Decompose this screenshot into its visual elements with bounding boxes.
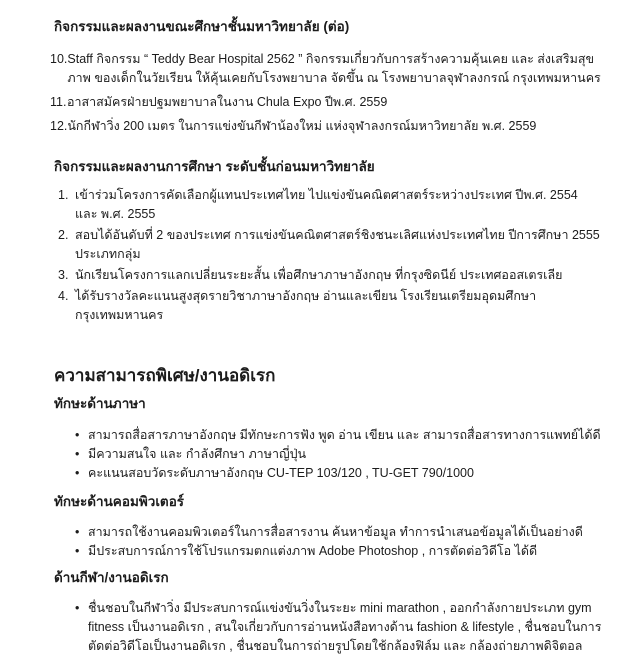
bullet-icon: • [75, 428, 80, 442]
list-item [75, 464, 602, 483]
list-item [75, 542, 602, 561]
list-item [75, 523, 602, 542]
bullet-list [75, 523, 602, 561]
list-item [75, 599, 602, 656]
list-item [50, 50, 602, 88]
item-text: Staff กิจกรรม “ Teddy Bear Hospital 2562 ” กิจกรรมเกี่ยวกับการสร้างความคุ้นเคย และ ส่งเสริมสุขภาพ ของเด็กในวัยเรียน ให้คุ้นเคยกับโรงพยาบาล จัดขึ้น ณ โรงพยาบาลจุฬาลงกรณ์ กรุงเทพมหานคร [67, 52, 601, 85]
item-text: สามารถใช้งานคอมพิวเตอร์ในการสื่อสารงาน ค้นหาข้อมูล ทำการนำเสนอข้อมูลได้เป็นอย่างดี [88, 525, 583, 539]
list-item [75, 445, 602, 464]
item-text: ชื่นชอบในกีฬาวิ่ง มีประสบการณ์แข่งขันวิ่งในระยะ mini marathon , ออกกำลังกายประเภท gym fitness เป็นงานอดิเรก , สนใจเกี่ยวกับการอ่านหนังสือทางด้าน fashion & lifestyle , ชื่นชอบในการตัดต่อวิดีโอเป็นงานอดิเรก , ชื่นชอบในการถ่ายรูปโดยใช้กล้องฟิล์ม และ กล้องถ่ายภาพดิจิตอล [88, 601, 602, 653]
list-item [58, 226, 602, 264]
item-text: สอบได้อันดับที่ 2 ของประเทศ การแข่งขันคณิตศาสตร์ชิงชนะเลิศแห่งประเทศไทย ปีการศึกษา 2555 ประเภทกลุ่ม [75, 228, 600, 261]
numbered-list [58, 186, 602, 325]
bullet-list [75, 599, 602, 656]
item-text: คะแนนสอบวัดระดับภาษาอังกฤษ CU-TEP 103/120 , TU-GET 790/1000 [88, 466, 474, 480]
numbered-list [50, 50, 602, 136]
item-number: 2. [58, 228, 69, 242]
item-text: นักกีฬาวิ่ง 200 เมตร ในการแข่งขันกีฬาน้องใหม่ แห่งจุฬาลงกรณ์มหาวิทยาลัย พ.ศ. 2559 [67, 119, 537, 133]
section-special-abilities [50, 365, 602, 656]
item-text: มีประสบการณ์การใช้โปรแกรมตกแต่งภาพ Adobe Photoshop , การตัดต่อวิดีโอ ได้ดี [88, 544, 538, 558]
page-title: ความสามารถพิเศษ/งานอดิเรก [54, 366, 276, 385]
list-item [58, 266, 602, 285]
section-preuniversity-activities [50, 158, 602, 325]
section-heading: กิจกรรมและผลงานการศึกษา ระดับชั้นก่อนมหาวิทยาลัย [54, 159, 375, 174]
item-text: นักเรียนโครงการแลกเปลี่ยนระยะสั้น เพื่อศึกษาภาษาอังกฤษ ที่กรุงซิดนีย์ ประเทศออสเตรเลีย [75, 268, 563, 282]
bullet-icon: • [75, 601, 80, 615]
section-heading: กิจกรรมและผลงานขณะศึกษาชั้นมหาวิทยาลัย (ต่อ) [54, 19, 350, 34]
item-text: ได้รับรางวัลคะแนนสูงสุดรายวิชาภาษาอังกฤษ อ่านและเขียน โรงเรียนเตรียมอุดมศึกษา กรุงเทพมหานคร [75, 289, 537, 322]
list-item [50, 93, 602, 112]
subsection-heading-computer: ทักษะด้านคอมพิวเตอร์ [54, 494, 185, 509]
subsection-heading-sports: ด้านกีฬา/งานอดิเรก [54, 570, 169, 585]
list-item [75, 426, 602, 445]
bullet-icon: • [75, 525, 80, 539]
item-number: 1. [58, 188, 69, 202]
list-item [58, 186, 602, 224]
item-number: 10. [50, 52, 68, 66]
list-item [58, 287, 602, 325]
bullet-list [75, 426, 602, 483]
item-text: อาสาสมัครฝ่ายปฐมพยาบาลในงาน Chula Expo ปีพ.ศ. 2559 [67, 95, 388, 109]
item-text: สามารถสื่อสารภาษาอังกฤษ มีทักษะการฟัง พูด อ่าน เขียน และ สามารถสื่อสารทางการแพทย์ได้ดี [88, 428, 601, 442]
bullet-icon: • [75, 447, 80, 461]
item-number: 11. [50, 95, 67, 109]
item-text: เข้าร่วมโครงการคัดเลือกผู้แทนประเทศไทย ไปแข่งขันคณิตศาสตร์ระหว่างประเทศ ปีพ.ศ. 2554 และ พ.ศ. 2555 [75, 188, 578, 221]
list-item [50, 117, 602, 136]
item-number: 3. [58, 268, 69, 282]
item-text: มีความสนใจ และ กำลังศึกษา ภาษาญี่ปุ่น [88, 447, 307, 461]
section-university-activities [50, 18, 602, 136]
item-number: 4. [58, 289, 69, 303]
bullet-icon: • [75, 544, 80, 558]
item-number: 12. [50, 119, 68, 133]
subsection-heading-language: ทักษะด้านภาษา [54, 396, 146, 411]
bullet-icon: • [75, 466, 80, 480]
